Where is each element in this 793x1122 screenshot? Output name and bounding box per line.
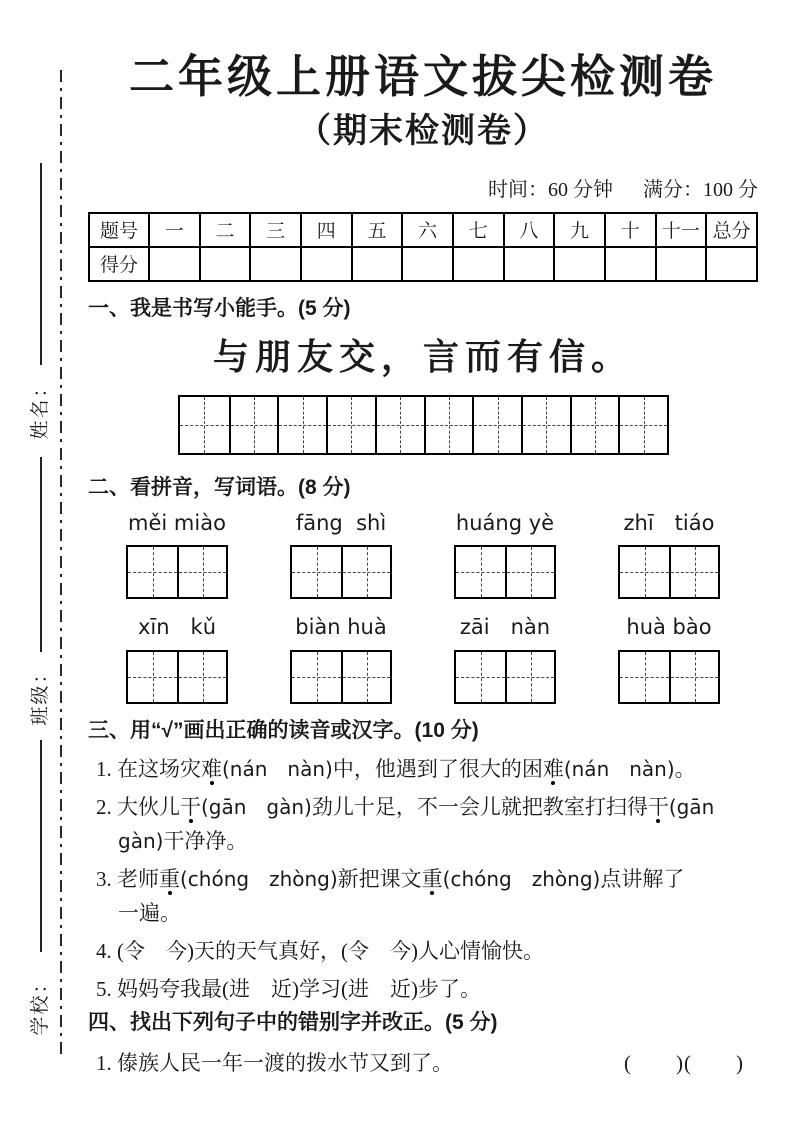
writing-cell [277,397,326,453]
question-item [96,862,758,930]
question-number-cell: 五 [352,213,403,247]
question-text-segment: (gān [668,794,715,819]
pinyin-word-block [456,615,554,703]
pinyin-label: měi miào [128,511,226,536]
question-number-cell: 九 [554,213,605,247]
score-table-score-row [89,247,757,281]
section-three-heading: 三、用“√”画出正确的读音或汉字。(10 分) [88,718,479,742]
writing-cell [292,652,341,702]
score-cell [402,247,453,281]
class-fill-line [40,457,42,652]
writing-cell [424,397,473,453]
pinyin-answer-grid [290,545,392,599]
pinyin-word-block [292,511,390,599]
writing-cell [177,652,226,702]
pinyin-label: zhī tiáo [623,511,715,536]
writing-cell [456,547,505,597]
question-number-cell: 八 [504,213,555,247]
question-number-cell: 十 [605,213,656,247]
exam-full-score: 满分：100 分 [643,178,758,201]
score-cell [554,247,605,281]
section-four-heading: 四、找出下列句子中的错别字并改正。(5 分) [88,1010,498,1034]
question-number-cell: 六 [402,213,453,247]
section-three-items [88,752,758,1006]
score-cell [453,247,504,281]
pinyin-row [128,511,758,599]
emphasis-char: 干 [647,794,669,819]
question-number-cell: 一 [149,213,200,247]
question-number-cell: 总分 [706,213,757,247]
score-cell [605,247,656,281]
pinyin-rows [88,511,758,703]
question-text-segment: 1. 在这场灾 [96,756,201,781]
section-two-heading: 二、看拼音，写词语。(8 分) [88,475,351,499]
pinyin-label: huáng yè [455,511,555,536]
page-subtitle: （期末检测卷） [297,112,549,150]
writing-cell [669,652,718,702]
question-text-segment: (chóng zhòng) [442,866,601,891]
question-number-cell: 四 [301,213,352,247]
question-text-segment: 点讲解了 [600,866,685,891]
score-cell [301,247,352,281]
score-table-body [89,213,757,281]
pinyin-label: xīn kǔ [137,615,217,640]
question-text-segment: (nán nàn) [563,756,675,781]
answer-brackets: ( )( ) [624,1051,744,1076]
pinyin-word-block [128,615,226,703]
question-text-segment: 。 [674,756,696,781]
pinyin-word-block [620,511,718,599]
question-item [96,752,758,786]
writing-cell [620,547,669,597]
pinyin-word-block [128,511,226,599]
question-text-segment: 3. 老师 [96,866,159,891]
emphasis-char: 难 [542,756,564,781]
question-text-segment: 干净净。 [163,828,248,853]
question-number-cell: 七 [453,213,504,247]
writing-cell [618,397,667,453]
writing-cell [341,652,390,702]
question-text-segment: (gān gàn) [201,794,312,819]
pinyin-answer-grid [454,650,556,704]
writing-cell [505,547,554,597]
writing-cell [669,547,718,597]
question-text-segment: (chóng zhòng) [180,866,338,891]
question-number-cell: 十一 [656,213,707,247]
score-cell [656,247,707,281]
score-cell [352,247,403,281]
writing-cell [456,652,505,702]
writing-cell [521,397,570,453]
emphasis-char: 重 [159,866,180,891]
name-field-label: 姓名： [29,376,51,440]
emphasis-char: 重 [421,866,443,891]
score-table-header-row [89,213,757,247]
emphasis-char: 干 [180,794,201,819]
pinyin-word-block [456,511,554,599]
score-cell [200,247,251,281]
question-text-segment: 2. 大伙儿 [96,794,180,819]
pinyin-answer-grid [618,545,720,599]
question-number-cell: 三 [250,213,301,247]
school-field-label: 学校： [29,972,51,1036]
writing-cell [128,547,177,597]
pinyin-word-block [620,615,718,703]
exam-time: 时间：60 分钟 [488,178,613,201]
emphasis-char: 难 [201,756,222,781]
pinyin-word-block [292,615,390,703]
score-cell [706,247,757,281]
pinyin-label: fāng shì [295,511,387,536]
writing-cell [128,652,177,702]
writing-cell [292,547,341,597]
question-item [96,934,758,968]
name-fill-line [40,163,42,365]
writing-cell [375,397,424,453]
writing-cell [472,397,521,453]
exam-meta [88,179,758,202]
writing-cell [505,652,554,702]
score-cell [504,247,555,281]
question-text-segment: 中，他遇到了很大的困 [332,756,543,781]
score-cell [250,247,301,281]
question-text-segment: 4. (令 今)天的天气真好，(令 今)人心情愉快。 [96,938,544,963]
pinyin-row [128,615,758,703]
question-text: 1. 傣族人民一年一渡的拨水节又到了。 [96,1051,453,1076]
class-field-label: 班级： [29,662,51,726]
writing-cell [570,397,619,453]
score-label: 得分 [89,247,149,281]
writing-cell [620,652,669,702]
writing-grid [178,395,669,455]
pinyin-label: biàn huà [295,615,387,640]
score-cell [149,247,200,281]
question-text-segment: 劲儿十足，不一会儿就把教室打扫得 [311,794,648,819]
question-number-cell: 二 [200,213,251,247]
writing-cell [177,547,226,597]
question-text-segment: 一遍。 [118,900,181,925]
question-text-segment: (nán nàn) [222,756,333,781]
calligraphy-sentence: 与朋友交，言而有信。 [212,336,633,377]
pinyin-answer-grid [290,650,392,704]
pinyin-label: zāi nàn [459,615,551,640]
question-number-label: 题号 [89,213,149,247]
page-title: 二年级上册语文拔尖检测卷 [128,52,717,102]
question-text-segment: 新把课文 [337,866,422,891]
question-text-segment: gàn) [118,828,164,853]
score-table [88,212,758,282]
pinyin-answer-grid [126,650,228,704]
writing-cell [341,547,390,597]
section-four-item [96,1046,744,1080]
pinyin-answer-grid [454,545,556,599]
question-item [96,790,758,858]
exam-paper [88,0,758,1080]
pinyin-answer-grid [126,545,228,599]
writing-cell [229,397,278,453]
binding-dash-line [60,70,62,1055]
school-fill-line [40,740,42,952]
question-text-segment: 5. 妈妈夸我最(进 近)学习(进 近)步了。 [96,976,481,1001]
section-one-heading: 一、我是书写小能手。(5 分) [88,296,351,320]
writing-cell [180,397,229,453]
writing-cell [326,397,375,453]
pinyin-label: huà bào [626,615,712,640]
question-item [96,972,758,1006]
pinyin-answer-grid [618,650,720,704]
